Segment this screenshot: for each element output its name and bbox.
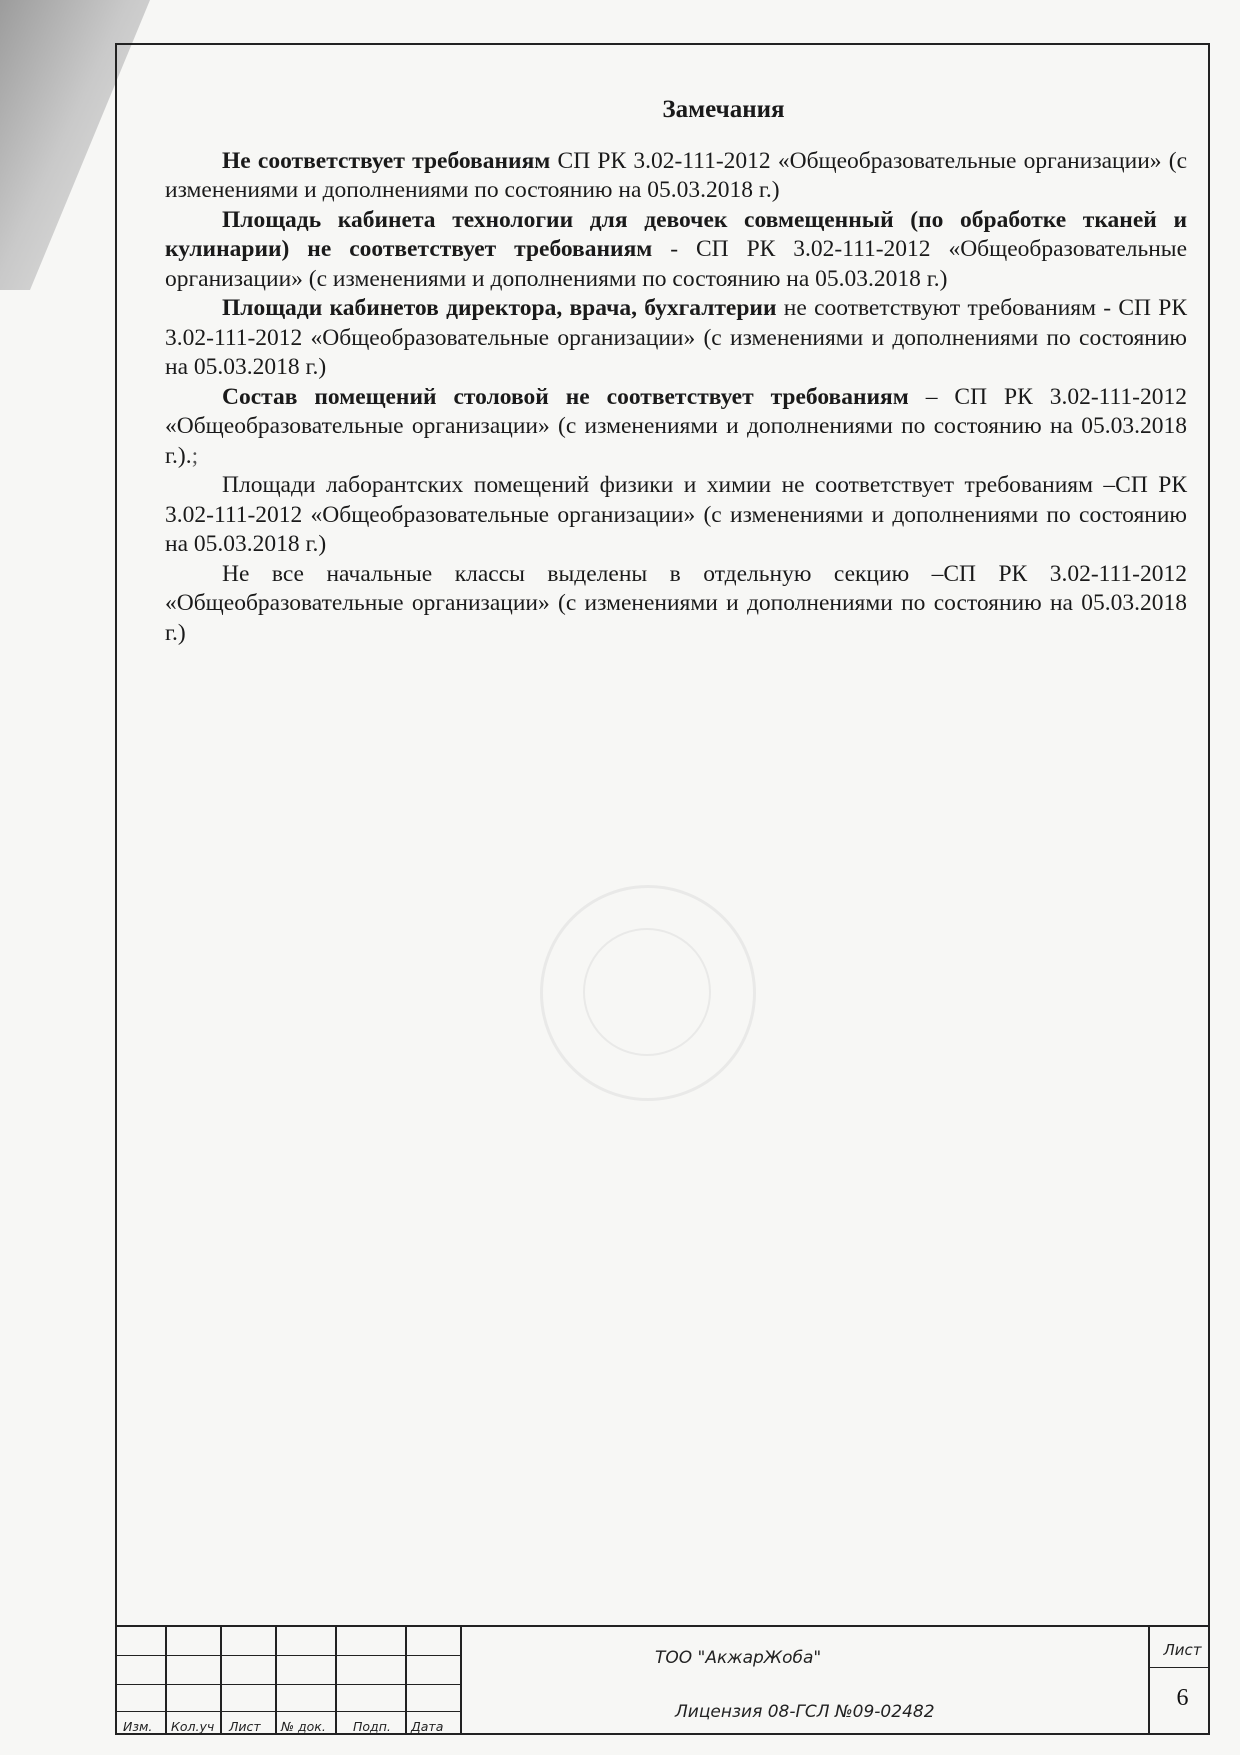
faded-stamp — [540, 885, 756, 1101]
page-title: Замечания — [662, 96, 785, 123]
document-body — [165, 95, 1187, 648]
col-label-data: Дата — [411, 1719, 444, 1734]
remark-paragraph — [165, 560, 1187, 649]
remark-paragraph — [165, 471, 1187, 560]
remark-mark: ; — [191, 442, 199, 469]
col-label-podp: Подп. — [353, 1719, 391, 1734]
remark-text: не соответствуют требованиям - СП РК 3.02-111-2012 «Общеобразовательные организации» (с изменениями и дополнениями по состоянию на 05.03.2018 г.) — [165, 295, 1187, 380]
remark-text: СП РК 3.02-111-2012 «Общеобразовательные организации» (с изменениями и дополнениями по состоянию на 05.03.2018 г.) — [165, 147, 1187, 203]
remark-paragraph — [165, 383, 1187, 472]
col-label-doc: № док. — [281, 1719, 326, 1734]
remark-text: - СП РК 3.02-111-2012 «Общеобразовательные организации» (с изменениями и дополнениями по состоянию на 05.03.2018 г.) — [165, 236, 1187, 292]
sheet-label: Лист — [1163, 1641, 1202, 1659]
col-label-izm: Изм. — [123, 1719, 153, 1734]
remark-paragraph — [165, 206, 1187, 295]
col-label-kol: Кол.уч — [171, 1719, 215, 1734]
remark-text: Площади лаборантских помещений физики и химии не соответствует требованиям –СП РК 3.02-111-2012 «Общеобразовательные организации» (с изменениями и дополнениями по состоянию на 05.03.2018 г.) — [165, 472, 1187, 557]
remark-heading: Не соответствует требованиям — [222, 147, 551, 174]
remark-heading: Состав помещений столовой не соответствует требованиям — [222, 383, 909, 410]
remark-heading: Площадь кабинета технологии для девочек совмещенный (по обработке тканей и кулинарии) не соответствует требованиям — [165, 206, 1187, 262]
title-block — [115, 1625, 1210, 1735]
sheet-number: 6 — [1176, 1685, 1189, 1711]
license-number: Лицензия 08-ГСЛ №09-02482 — [675, 1702, 935, 1722]
remark-paragraph — [165, 147, 1187, 206]
remark-heading: Площади кабинетов директора, врача, бухгалтерии — [222, 295, 777, 321]
remark-paragraph — [165, 294, 1187, 383]
remark-text: Не все начальные классы выделены в отдельную секцию –СП РК 3.02-111-2012 «Общеобразовательные организации» (с изменениями и дополнениями по состоянию на 05.03.2018 г.) — [165, 560, 1187, 646]
col-label-list: Лист — [229, 1719, 261, 1734]
remark-text: – СП РК 3.02-111-2012 «Общеобразовательные организации» (с изменениями и дополнениями по состоянию на 05.03.2018 г.). — [165, 383, 1187, 469]
organization-name: ТОО "АкжарЖоба" — [655, 1648, 822, 1668]
